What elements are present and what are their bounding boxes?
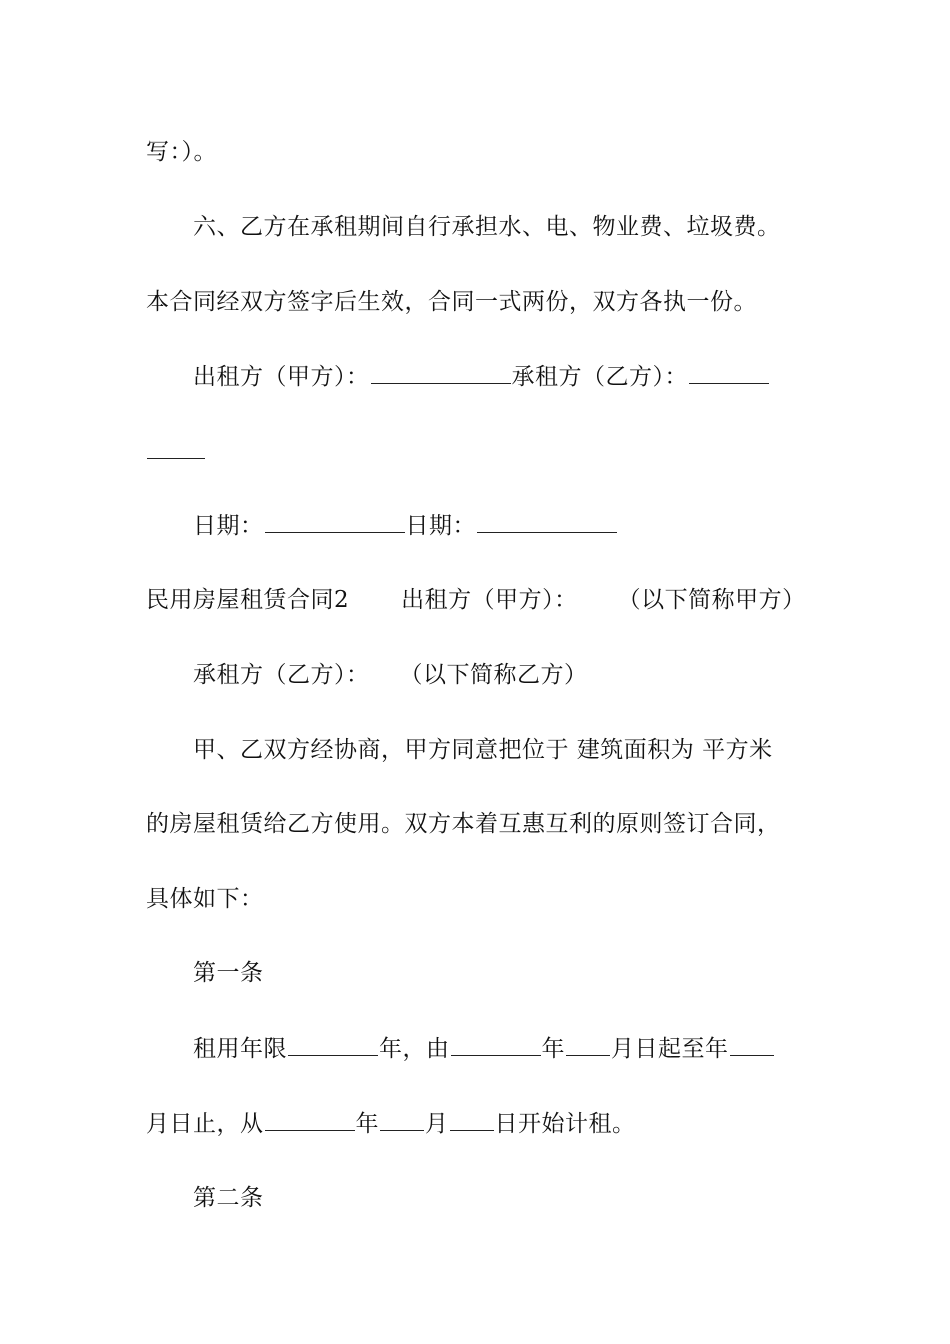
end-year-blank xyxy=(730,1033,774,1056)
lessor-signature-blank xyxy=(371,361,511,384)
text: 月日止，从 xyxy=(146,1111,264,1137)
text: 第二条 xyxy=(193,1185,264,1211)
signature-line xyxy=(193,361,770,392)
signature-line-cont xyxy=(146,436,206,467)
agreement-line-2 xyxy=(146,809,781,839)
lessee-label: 承租方（乙方）： xyxy=(193,662,370,688)
contract-title: 民用房屋租赁合同2 xyxy=(146,587,350,613)
agreement-line-1 xyxy=(193,735,773,765)
lessee-signature-blank xyxy=(689,361,769,384)
rent-start-year-blank xyxy=(265,1108,355,1131)
date-blank-lessee xyxy=(477,510,617,533)
lessee-signature-blank-cont xyxy=(147,436,205,459)
start-month-blank xyxy=(566,1033,610,1056)
lessor-label: 出租方（甲方）： xyxy=(401,587,578,613)
years-blank xyxy=(288,1033,378,1056)
text-line-1 xyxy=(146,137,217,167)
text: 的房屋租赁给乙方使用。双方本着互惠互利的原则签订合同， xyxy=(146,811,781,837)
lessee-abbrev: （以下简称乙方） xyxy=(399,662,588,688)
lessee-line xyxy=(193,660,588,690)
text: 年 xyxy=(541,1036,565,1062)
lease-start-line xyxy=(146,1108,636,1139)
text: 月日起至年 xyxy=(611,1036,729,1062)
clause-six xyxy=(193,212,781,242)
lessor-label: 出租方（甲方）： xyxy=(193,364,370,390)
date-label-lessee: 日期： xyxy=(405,513,476,539)
text: 租用年限 xyxy=(193,1036,287,1062)
lessee-label: 承租方（乙方）： xyxy=(511,364,688,390)
text: 第一条 xyxy=(193,960,264,986)
contract-title-line xyxy=(146,585,806,615)
text: 甲、乙双方经协商，甲方同意把位于 建筑面积为 平方米 xyxy=(193,737,773,763)
lease-term-line xyxy=(193,1033,775,1064)
text: 写：）。 xyxy=(146,139,217,165)
text: 本合同经双方签字后生效，合同一式两份，双方各执一份。 xyxy=(146,289,757,315)
start-year-blank xyxy=(451,1033,541,1056)
text: 月 xyxy=(425,1111,449,1137)
text: 年，由 xyxy=(379,1036,450,1062)
article-one-heading xyxy=(193,958,264,988)
text: 具体如下： xyxy=(146,886,264,912)
lessor-abbrev: （以下简称甲方） xyxy=(617,587,806,613)
rent-start-month-blank xyxy=(380,1108,424,1131)
agreement-line-3 xyxy=(146,884,264,914)
date-line xyxy=(193,510,618,541)
date-blank-lessor xyxy=(265,510,405,533)
effect-clause xyxy=(146,287,757,317)
text: 日开始计租。 xyxy=(494,1111,636,1137)
rent-start-day-blank xyxy=(450,1108,494,1131)
article-two-heading xyxy=(193,1183,264,1213)
date-label-lessor: 日期： xyxy=(193,513,264,539)
text: 年 xyxy=(355,1111,379,1137)
text: 六、乙方在承租期间自行承担水、电、物业费、垃圾费。 xyxy=(193,214,781,240)
